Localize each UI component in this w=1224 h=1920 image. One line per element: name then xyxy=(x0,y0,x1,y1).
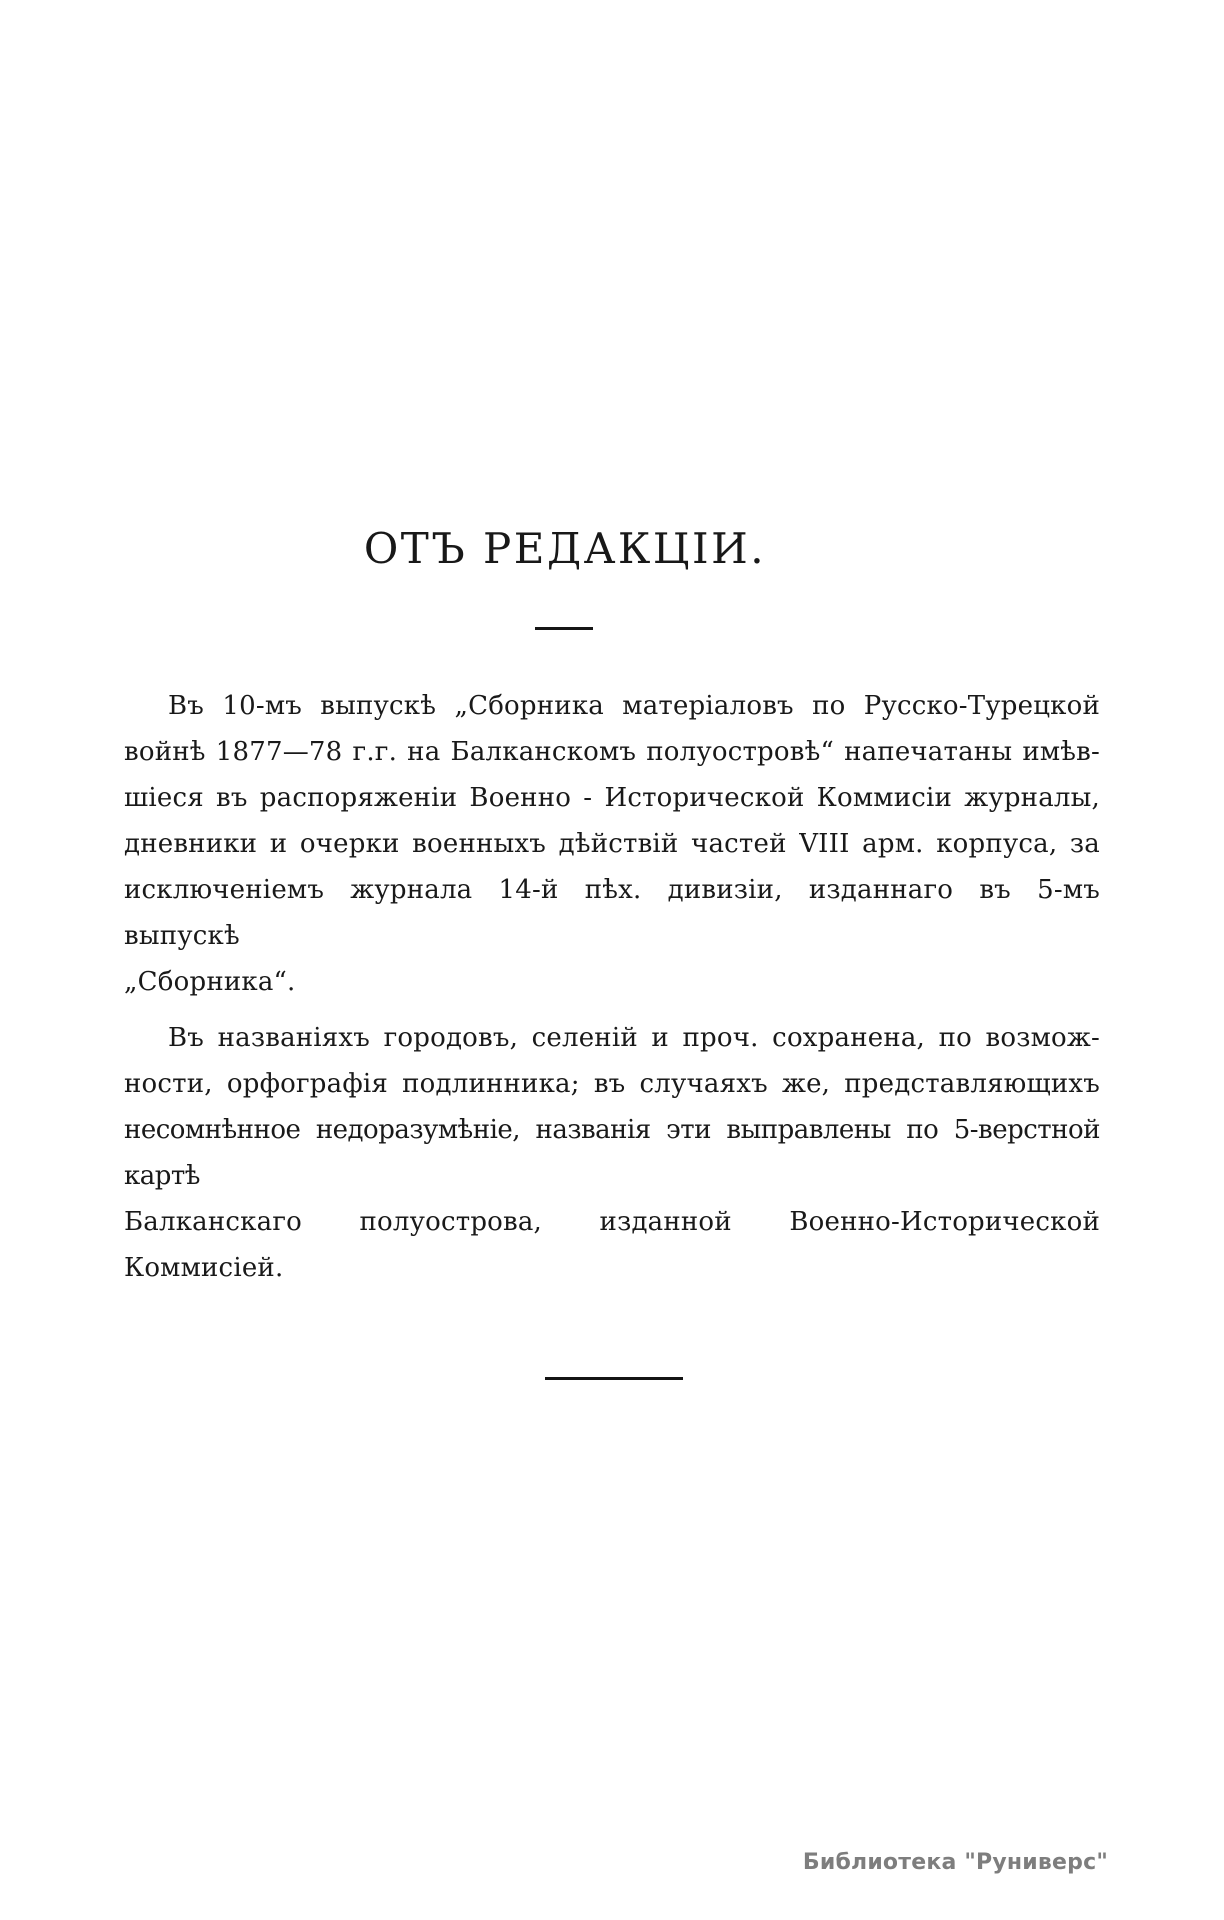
page-body xyxy=(124,683,1100,1291)
paragraph xyxy=(124,1015,1100,1291)
text-line: войнѣ 1877—78 г.г. на Балканскомъ полуостровѣ“ напечатаны имѣв- xyxy=(124,737,1100,767)
paragraph xyxy=(124,683,1100,1005)
text-line: Въ 10-мъ выпускѣ „Сборника матеріаловъ по Русско-Турецкой xyxy=(168,691,1100,721)
text-line: шіеся въ распоряженіи Военно - Исторической Коммисіи журналы, xyxy=(124,783,1100,813)
page-title: ОТЪ РЕДАКЦІИ. xyxy=(363,524,767,573)
text-line: несомнѣнное недоразумѣніе, названія эти выправлены по 5-верстной картѣ xyxy=(124,1115,1100,1191)
title-divider xyxy=(535,627,593,630)
text-line: Въ названіяхъ городовъ, селеній и проч. сохранена, по возмож- xyxy=(168,1023,1100,1053)
library-watermark: Библиотека "Руниверс" xyxy=(802,1850,1108,1875)
text-line: Балканскаго полуострова, изданной Военно-Исторической Коммисіей. xyxy=(124,1207,1100,1283)
text-line: исключеніемъ журнала 14-й пѣх. дивизіи, изданнаго въ 5-мъ выпускѣ xyxy=(124,875,1100,951)
text-line: „Сборника“. xyxy=(124,967,296,997)
text-line: ности, орфографія подлинника; въ случаяхъ же, представляющихъ xyxy=(124,1069,1100,1099)
end-divider xyxy=(545,1377,683,1380)
text-line: дневники и очерки военныхъ дѣйствій частей VIII арм. корпуса, за xyxy=(124,829,1100,859)
